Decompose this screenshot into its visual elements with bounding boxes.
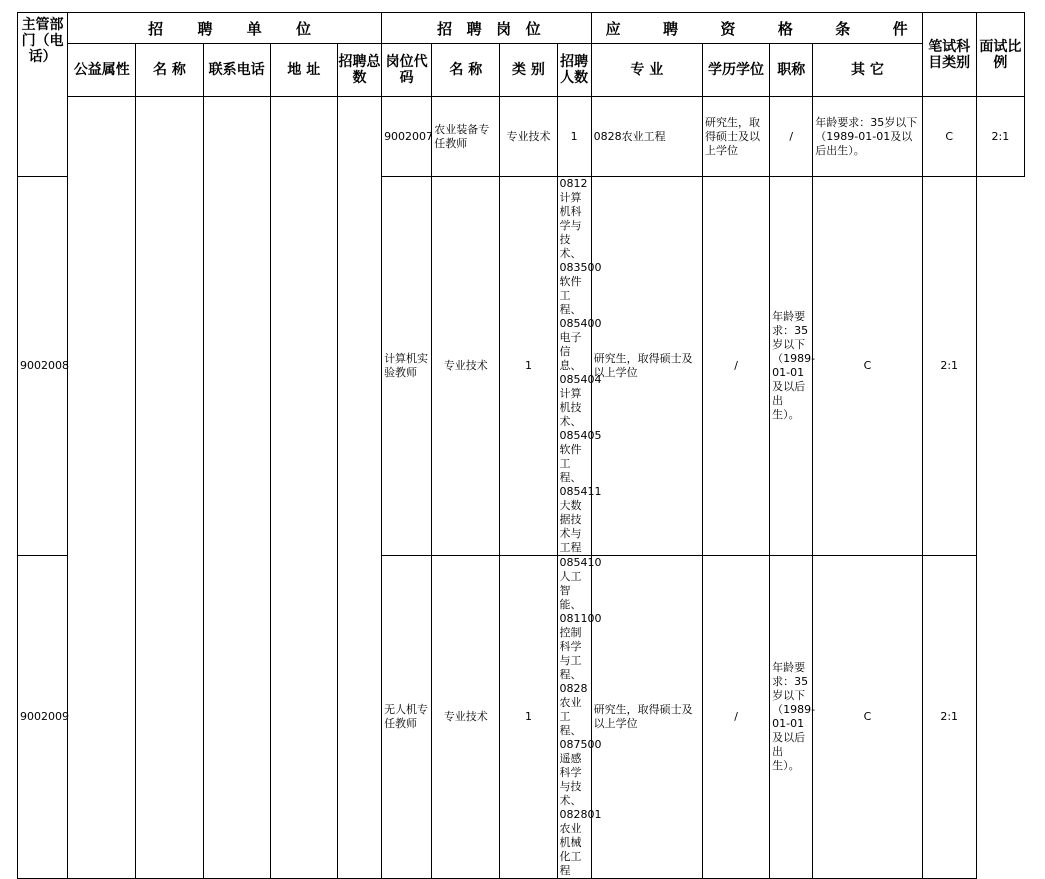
major-header: 专 业: [591, 44, 702, 97]
dept-header: 主管部门（电话）: [18, 13, 68, 177]
post-name-cell: 计算机实验教师: [382, 177, 432, 556]
total-header: 招聘总数: [337, 44, 381, 97]
unit-group-char: 单: [246, 19, 262, 38]
unit-group-char: 聘: [197, 19, 213, 38]
post-group-char: 聘: [466, 19, 482, 38]
category-cell: 专业技术: [432, 556, 500, 879]
exam-type-cell: C: [813, 177, 922, 556]
requirements-group-header: [591, 13, 922, 44]
post-code-cell: 9002007: [382, 97, 432, 177]
major-cell: 0828农业工程: [591, 97, 702, 177]
post-name-header: 名 称: [432, 44, 500, 97]
count-cell: 1: [500, 556, 557, 879]
post-code-header: 岗位代码: [382, 44, 432, 97]
req-group-char: 格: [777, 19, 793, 38]
post-group-char: 岗: [496, 19, 512, 38]
education-header: 学历学位: [702, 44, 769, 97]
post-group-char: 招: [437, 19, 453, 38]
phone-cell: [203, 97, 270, 879]
req-group-char: 件: [892, 19, 908, 38]
title-cell: /: [702, 177, 769, 556]
education-cell: 研究生，取得硕士及以上学位: [702, 97, 769, 177]
other-cell: 年龄要求：35岁以下（1989-01-01及以后出生）。: [770, 177, 813, 556]
count-cell: 1: [557, 97, 591, 177]
unit-name-header: 名 称: [136, 44, 203, 97]
title-cell: /: [770, 97, 813, 177]
interview-ratio-cell: 2:1: [976, 97, 1024, 177]
recruitment-table: [17, 12, 1025, 879]
interview-ratio-cell: 2:1: [922, 556, 976, 879]
nature-cell: [68, 97, 136, 879]
nature-header: 公益属性: [68, 44, 136, 97]
major-cell: 0812计算机科学与技术、083500软件工程、085400电子信息、085404计算机技术、085405软件工程、085411大数据技术与工程: [557, 177, 591, 556]
post-code-cell: 9002008: [18, 177, 68, 556]
post-code-cell: 9002009: [18, 556, 68, 879]
req-group-char: 应: [605, 19, 621, 38]
unit-group-header: [68, 13, 382, 44]
req-group-char: 条: [835, 19, 851, 38]
req-group-char: 聘: [663, 19, 679, 38]
major-cell: 085410人工智能、081100控制科学与工程、0828农业工程、087500遥感科学与技术、082801农业机械化工程: [557, 556, 591, 879]
unit-group-char: 招: [148, 19, 164, 38]
exam-type-cell: C: [922, 97, 976, 177]
req-group-char: 资: [720, 19, 736, 38]
title-cell: /: [702, 556, 769, 879]
education-cell: 研究生，取得硕士及以上学位: [591, 556, 702, 879]
post-name-cell: 农业装备专任教师: [432, 97, 500, 177]
other-cell: 年龄要求：35岁以下（1989-01-01及以后出生）。: [813, 97, 922, 177]
total-cell: [337, 97, 381, 879]
phone-header: 联系电话: [203, 44, 270, 97]
address-cell: [270, 97, 337, 879]
other-cell: 年龄要求：35岁以下（1989-01-01及以后出生）。: [770, 556, 813, 879]
exam-type-cell: C: [813, 556, 922, 879]
exam-type-header: 笔试科目类别: [922, 13, 976, 97]
interview-ratio-header: 面试比例: [976, 13, 1024, 97]
count-header: 招聘人数: [557, 44, 591, 97]
post-group-char: 位: [525, 19, 541, 38]
post-group-header: [382, 13, 592, 44]
unit-name-cell: [136, 97, 203, 879]
education-cell: 研究生，取得硕士及以上学位: [591, 177, 702, 556]
other-header: 其 它: [813, 44, 922, 97]
post-name-cell: 无人机专任教师: [382, 556, 432, 879]
unit-group-char: 位: [296, 19, 312, 38]
address-header: 地 址: [270, 44, 337, 97]
category-cell: 专业技术: [500, 97, 557, 177]
title-header: 职称: [770, 44, 813, 97]
interview-ratio-cell: 2:1: [922, 177, 976, 556]
category-header: 类 别: [500, 44, 557, 97]
count-cell: 1: [500, 177, 557, 556]
category-cell: 专业技术: [432, 177, 500, 556]
